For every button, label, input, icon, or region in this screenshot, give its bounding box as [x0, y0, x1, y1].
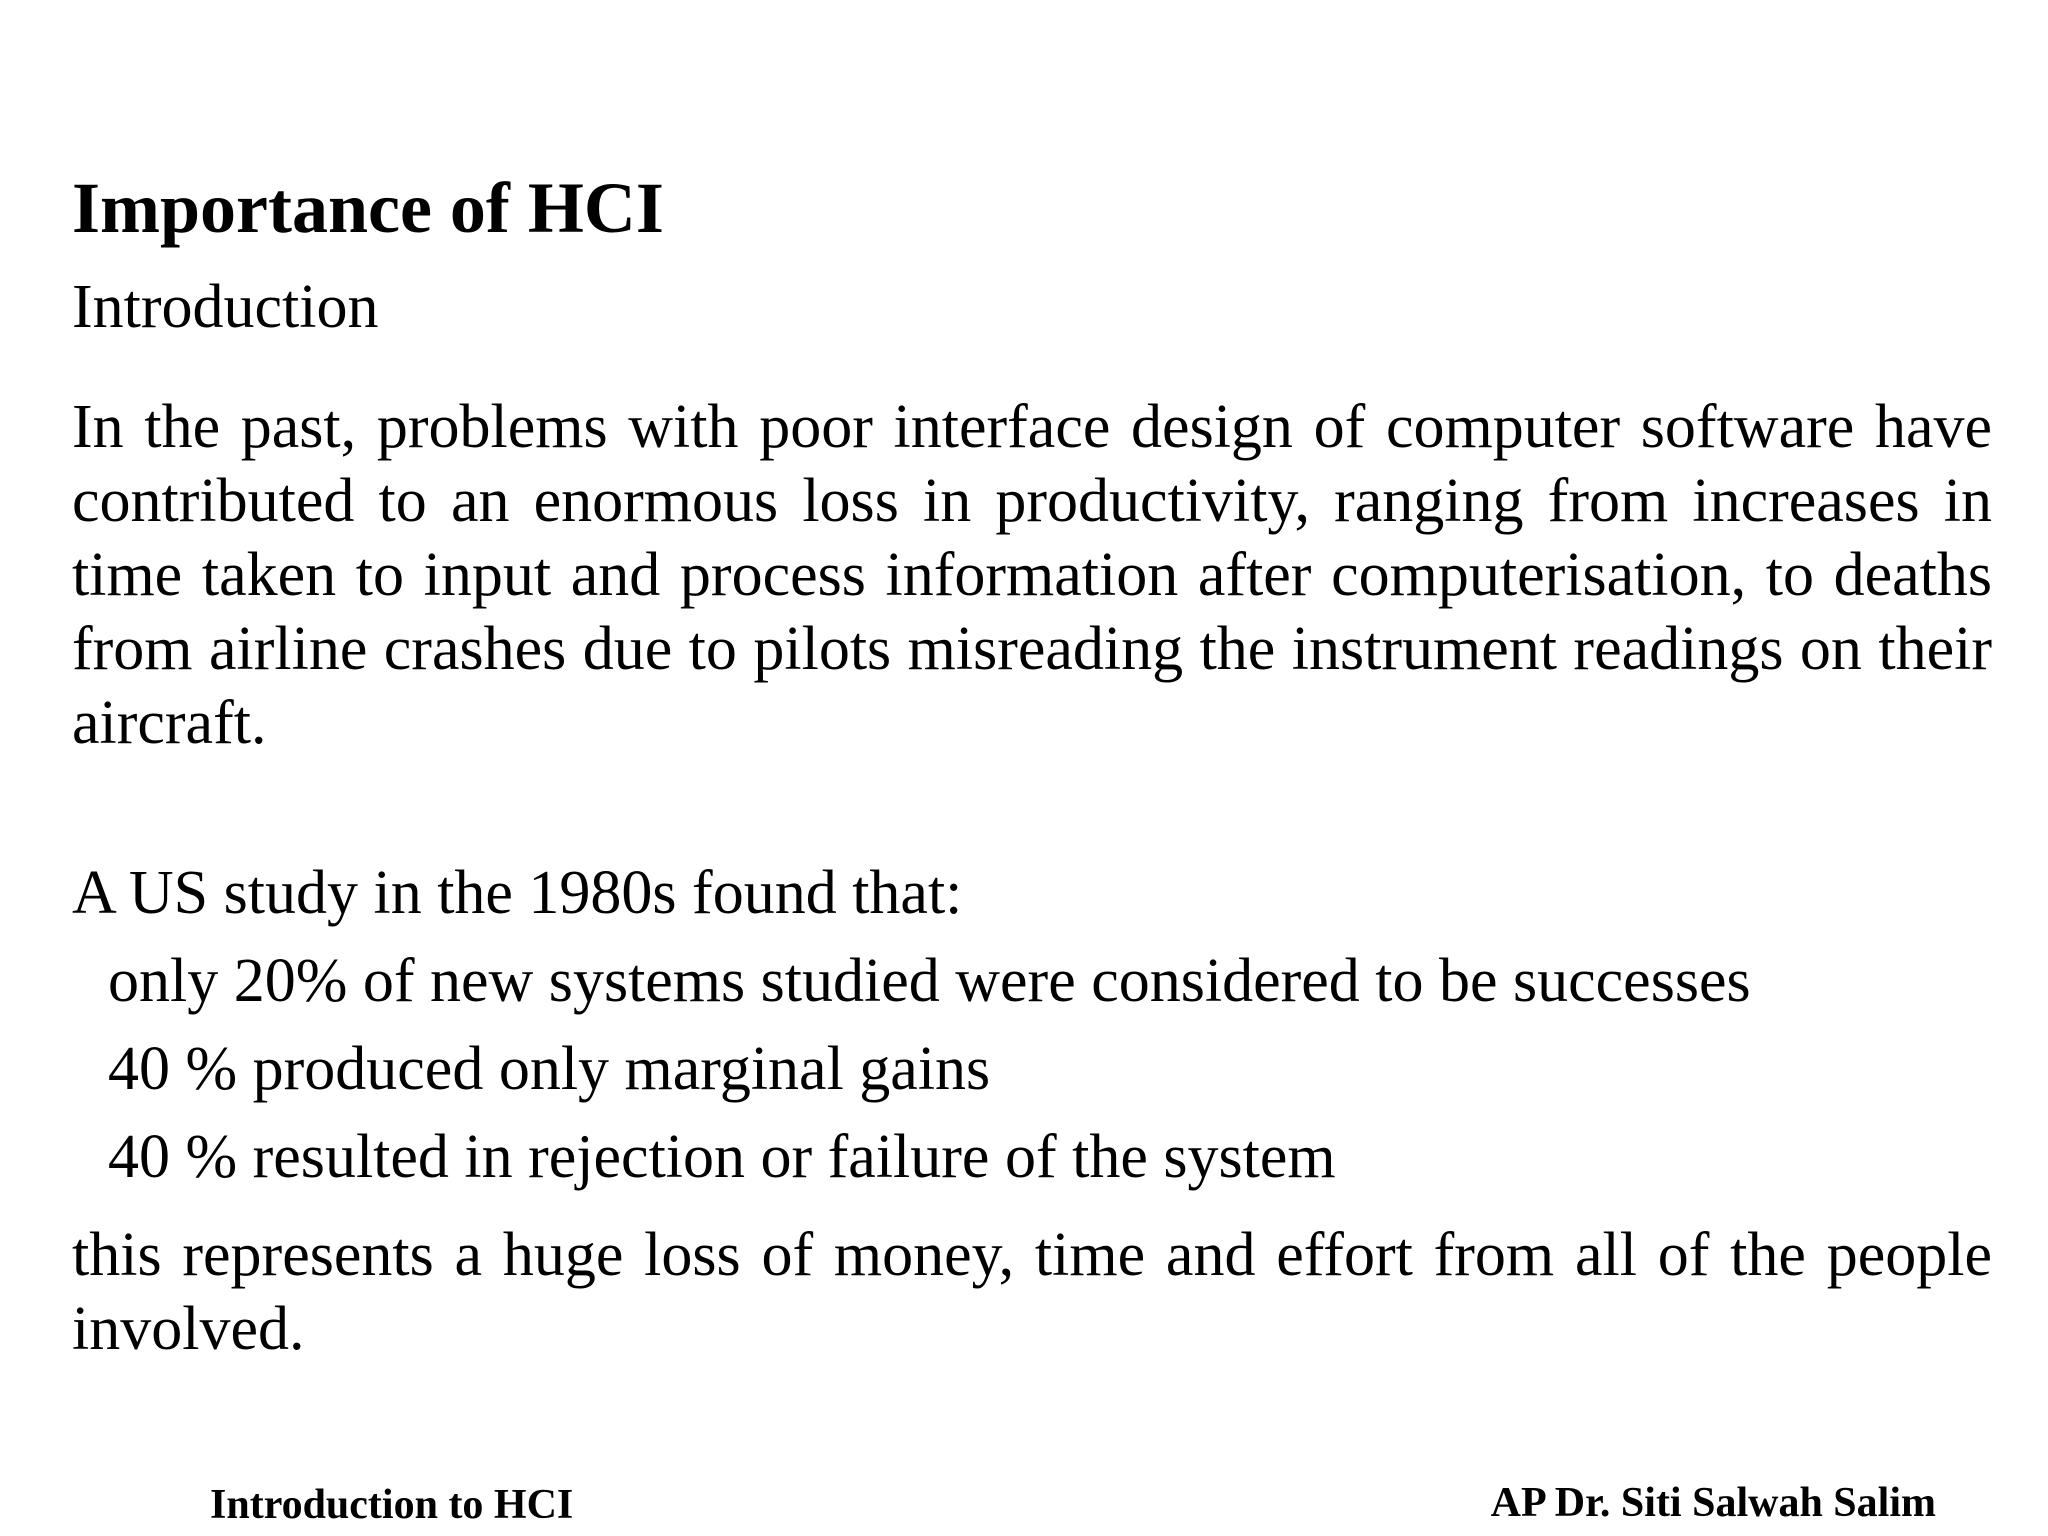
study-intro: A US study in the 1980s found that: — [72, 859, 963, 927]
slide-subtitle: Introduction — [72, 273, 379, 341]
finding-item: 40 % resulted in rejection or failure of the system — [108, 1123, 1336, 1191]
finding-item: only 20% of new systems studied were considered to be successes — [108, 947, 1751, 1015]
slide-title: Importance of HCI — [72, 168, 664, 248]
finding-item: 40 % produced only marginal gains — [108, 1035, 991, 1103]
footer-author: AP Dr. Siti Salwah Salim — [1490, 1480, 1936, 1526]
conclusion-paragraph: this represents a huge loss of money, time and effort from all of the people involved. — [72, 1221, 1992, 1363]
intro-paragraph: In the past, problems with poor interface design of computer software have contributed to an enormous loss in productivity, ranging from increases in time taken to input and process information after computerisation, to deaths from airline crashes due to pilots misreading the instrument readings on their aircraft. — [72, 393, 1992, 757]
footer-course: Introduction to HCI — [210, 1482, 574, 1528]
